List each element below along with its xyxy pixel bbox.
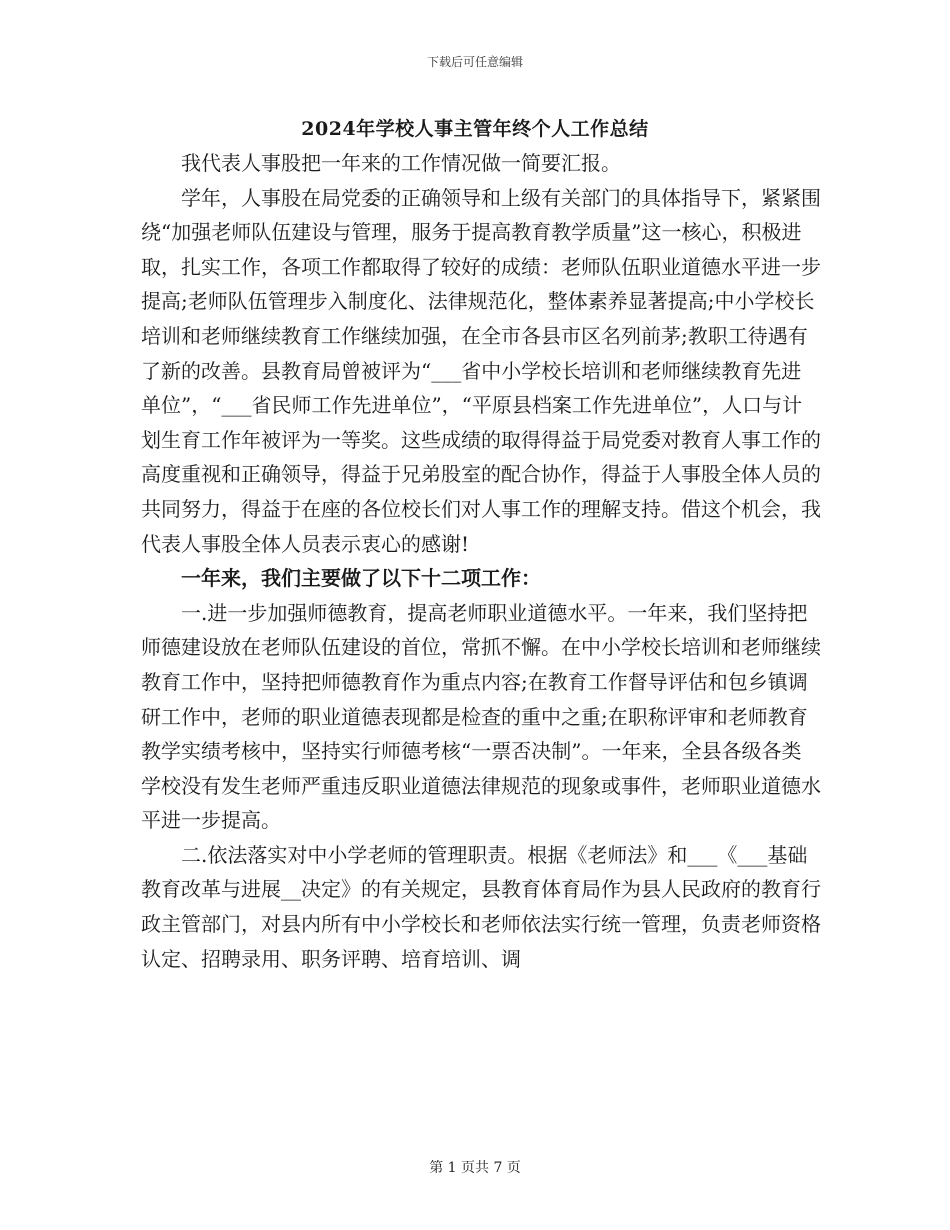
document-title: 2024年学校人事主管年终个人工作总结 xyxy=(301,118,649,140)
document-body xyxy=(141,146,821,976)
page-number: 第 1 页共 7 页 xyxy=(429,1160,521,1176)
paragraph-intro: 我代表人事股把一年来的工作情况做一简要汇报。 xyxy=(181,151,621,175)
paragraph-item-1: 一.进一步加强师德教育，提高老师职业道德水平。一年来，我们坚持把师德建设放在老师队伍建设的首位，常抓不懈。在中小学校长培训和老师继续教育工作中，坚持把师德教育作为重点内容;在教育工作督导评估和包乡镇调研工作中，老师的职业道德表现都是检查的重中之重;在职称评审和老师教育教学实绩考核中，坚持实行师德考核“一票否决制”。一年来，全县各级各类学校没有发生老师严重违反职业道德法律规范的现象或事件，老师职业道德水平进一步提高。 xyxy=(141,600,821,833)
paragraph-achievements: 学年，人事股在局党委的正确领导和上级有关部门的具体指导下，紧紧围绕“加强老师队伍建设与管理，服务于提高教育教学质量”这一核心，积极进取，扎实工作，各项工作都取得了较好的成绩：老师队伍职业道德水平进一步提高;老师队伍管理步入制度化、法律规范化，整体素养显著提高;中小学校长培训和老师继续教育工作继续加强，在全市各县市区名列前茅;教职工待遇有了新的改善。县教育局曾被评为“___省中小学校长培训和老师继续教育先进单位”，“___省民师工作先进单位”，“平原县档案工作先进单位”，人口与计划生育工作年被评为一等奖。这些成绩的取得得益于局党委对教育人事工作的高度重视和正确领导，得益于兄弟股室的配合协作，得益于人事股全体人员的共同努力，得益于在座的各位校长们对人事工作的理解支持。借这个机会，我代表人事股全体人员表示衷心的感谢! xyxy=(141,185,821,556)
page-header-note: 下载后可任意编辑 xyxy=(426,55,523,69)
section-heading: 一年来，我们主要做了以下十二项工作： xyxy=(181,566,541,591)
paragraph-item-2: 二.依法落实对中小学老师的管理职责。根据《老师法》和___《___基础教育改革与进展__决定》的有关规定，县教育体育局作为县人民政府的教育行政主管部门，对县内所有中小学校长和老师依法实行统一管理，负责老师资格认定、招聘录用、职务评聘、培育培训、调 xyxy=(141,842,821,971)
